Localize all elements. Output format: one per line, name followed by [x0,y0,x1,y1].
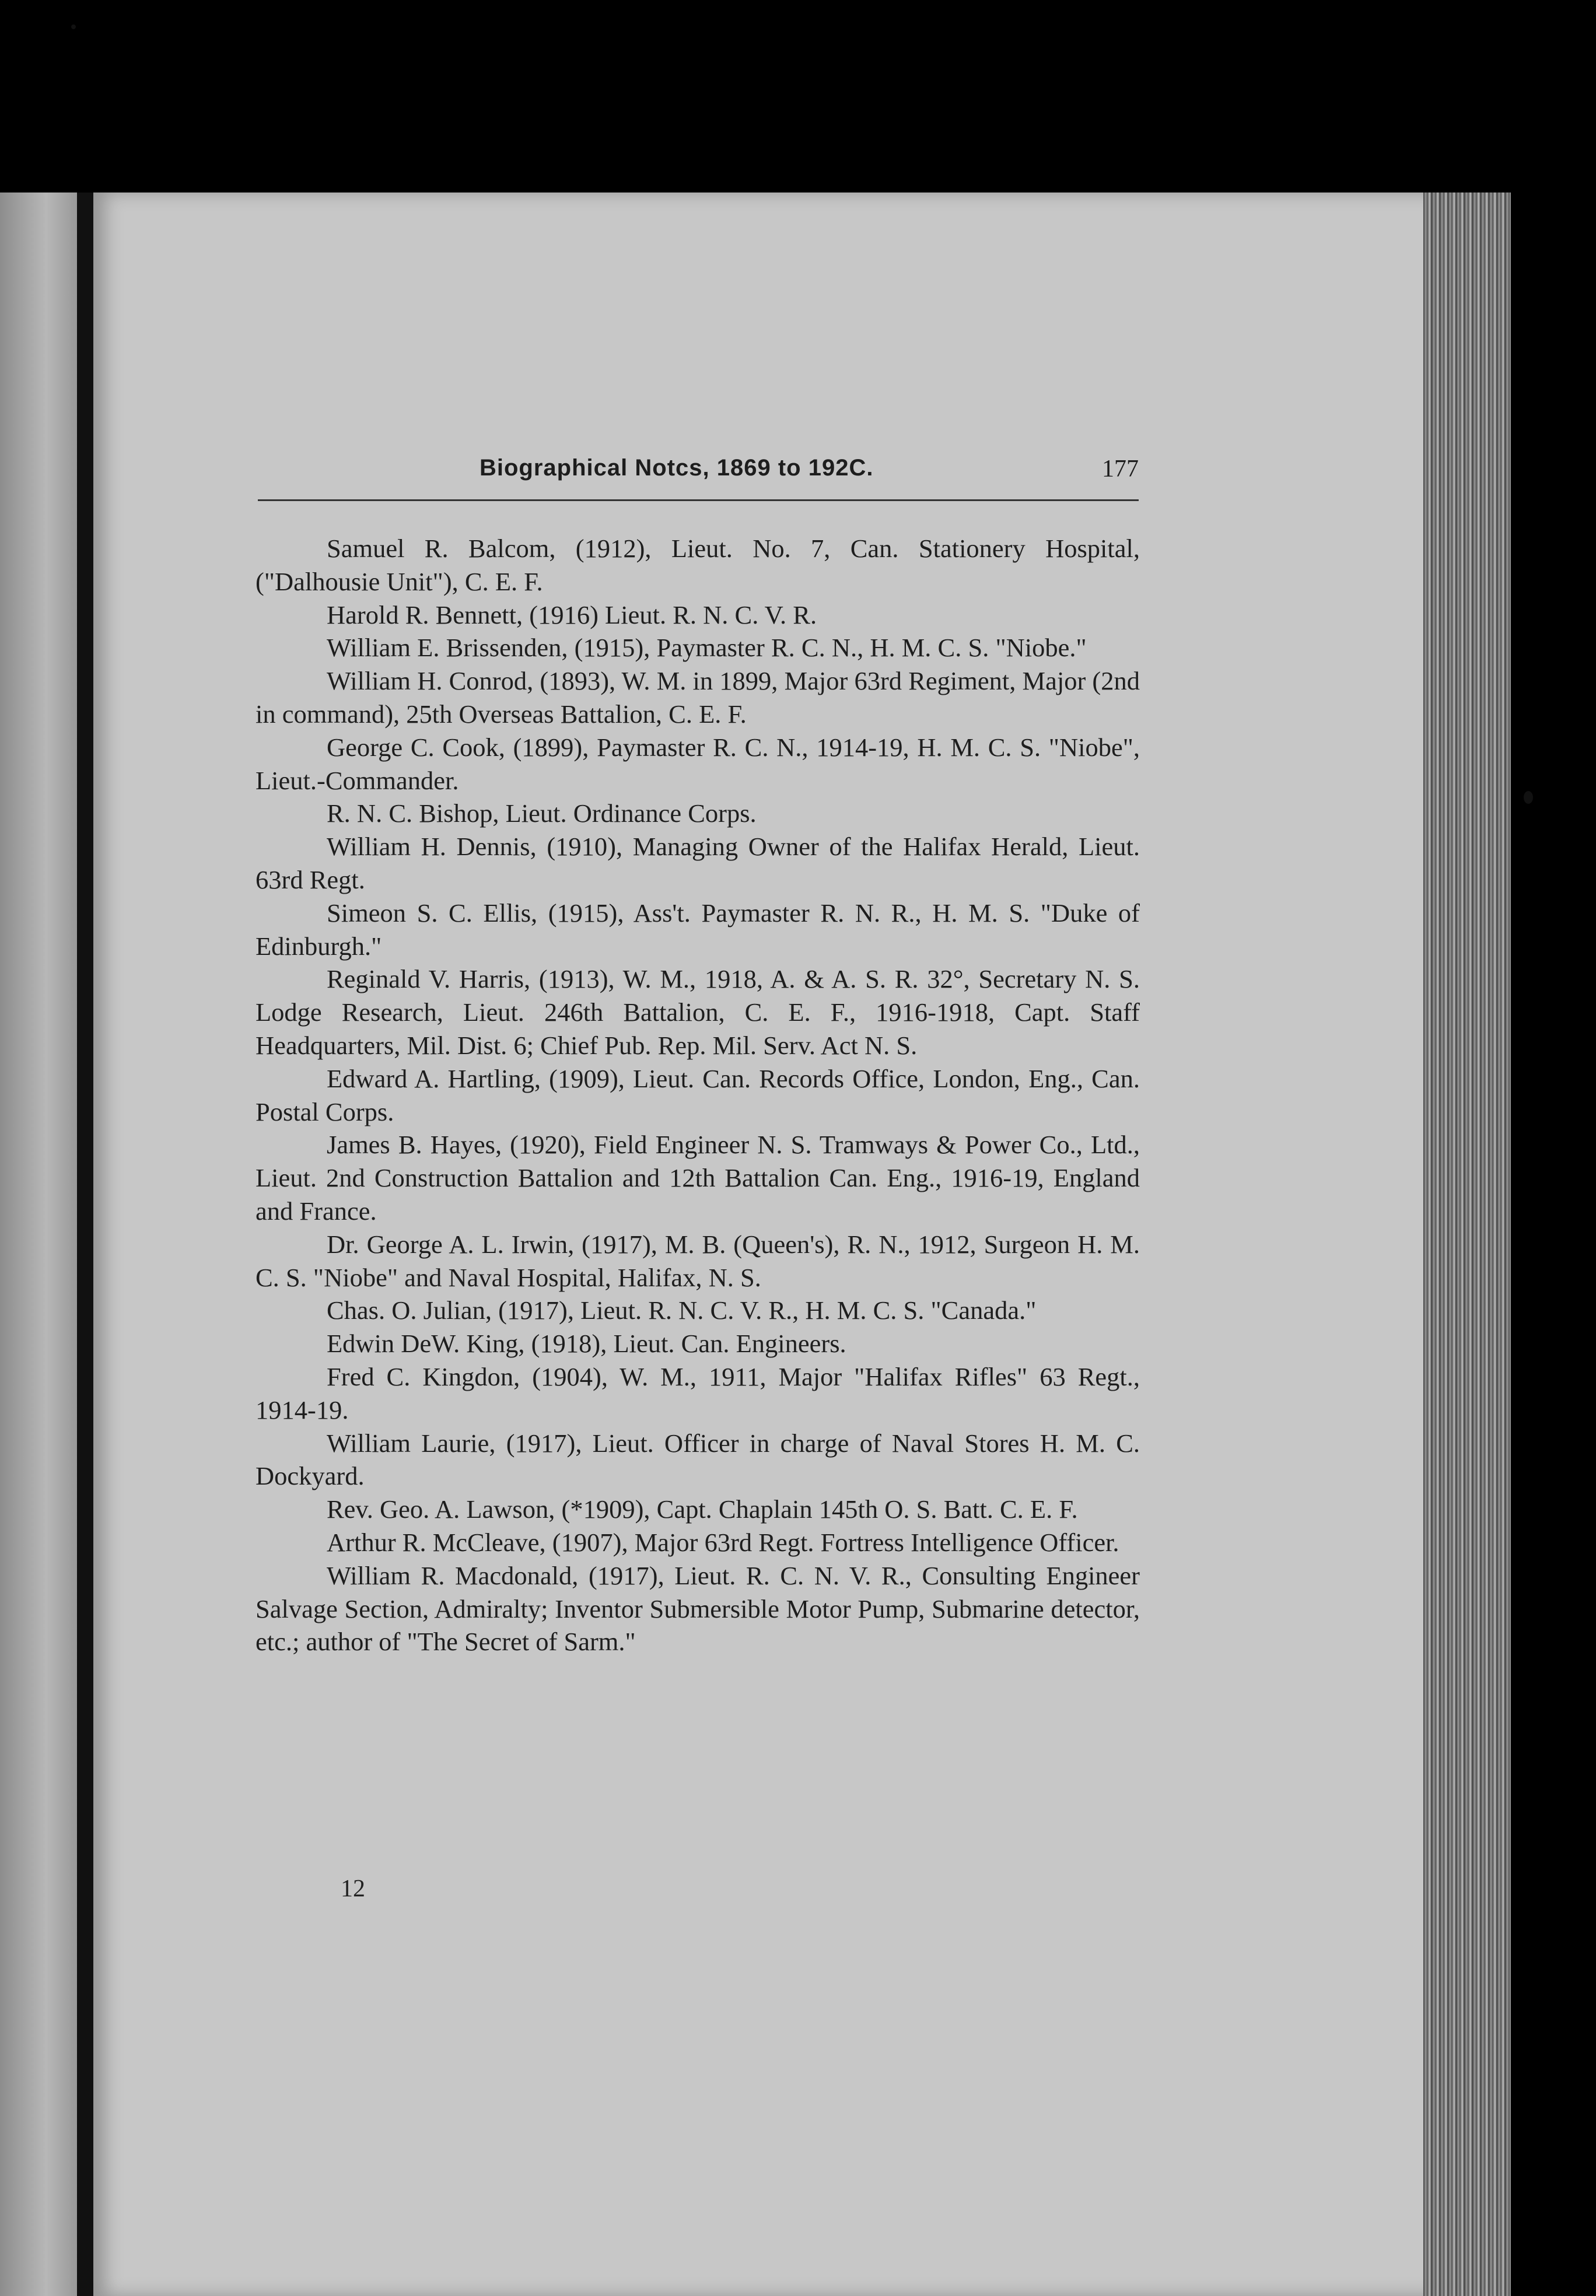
entry-paragraph: William H. Dennis, (1910), Managing Owner of the Halifax Herald, Lieut. 63rd Regt. [256,832,1140,894]
entry-paragraph: Simeon S. C. Ellis, (1915), Ass't. Paymaster R. N. R., H. M. S. "Duke of Edinburgh." [256,898,1140,961]
entry-paragraph: Edwin DeW. King, (1918), Lieut. Can. Engineers. [327,1329,846,1359]
header-rule [258,499,1139,501]
entry-paragraph: Rev. Geo. A. Lawson, (*1909), Capt. Chaplain 145th O. S. Batt. C. E. F. [327,1494,1078,1524]
entry-paragraph: Edward A. Hartling, (1909), Lieut. Can. Records Office, London, Eng., Can. Postal Corps. [256,1063,1140,1126]
entry-paragraph: James B. Hayes, (1920), Field Engineer N. S. Tramways & Power Co., Ltd., Lieut. 2nd Construction Battalion and 12th Battalion Can. Eng., 1916-19, England and France. [256,1130,1140,1226]
entry-paragraph: Dr. George A. L. Irwin, (1917), M. B. (Queen's), R. N., 1912, Surgeon H. M. C. S. "Niobe" and Naval Hospital, Halifax, N. S. [256,1229,1140,1292]
entry-paragraph: Samuel R. Balcom, (1912), Lieut. No. 7, Can. Stationery Hospital, ("Dalhousie Unit"), C. E. F. [256,534,1140,596]
right-margin-dark [1511,192,1596,2296]
entry-paragraph: William E. Brissenden, (1915), Paymaster R. C. N., H. M. C. S. "Niobe." [327,633,1087,663]
entry-paragraph: Harold R. Bennett, (1916) Lieut. R. N. C. V. R. [327,600,817,629]
entry-paragraph: Fred C. Kingdon, (1904), W. M., 1911, Major "Halifax Rifles" 63 Regt., 1914-19. [256,1362,1140,1424]
entry-paragraph: William H. Conrod, (1893), W. M. in 1899, Major 63rd Regiment, Major (2nd in command), 25th Overseas Battalion, C. E. F. [256,666,1140,729]
running-title: Biographical Notcs, 1869 to 192C. [480,455,874,481]
entry-paragraph: George C. Cook, (1899), Paymaster R. C. N., 1914-19, H. M. C. S. "Niobe", Lieut.-Commander. [256,732,1140,795]
running-header [258,449,1139,494]
film-speck [1524,791,1533,804]
biographical-entries [256,532,1140,1658]
entry-paragraph: Chas. O. Julian, (1917), Lieut. R. N. C. V. R., H. M. C. S. "Canada." [327,1296,1037,1325]
book-gutter [77,192,93,2296]
page-number: 177 [1102,456,1139,482]
film-speck [71,24,76,29]
signature-mark: 12 [341,1875,365,1902]
entry-paragraph: R. N. C. Bishop, Lieut. Ordinance Corps. [327,799,757,828]
facing-page-edge [0,192,77,2296]
entry-paragraph: Arthur R. McCleave, (1907), Major 63rd Regt. Fortress Intelligence Officer. [327,1527,1119,1557]
entry-paragraph: William R. Macdonald, (1917), Lieut. R. C. N. V. R., Consulting Engineer Salvage Section, Admiralty; Inventor Submersible Motor Pump, Submarine detector, etc.; author of "The Secret of Sarm." [256,1560,1140,1657]
entry-paragraph: Reginald V. Harris, (1913), W. M., 1918, A. & A. S. R. 32°, Secretary N. S. Lodge Research, Lieut. 246th Battalion, C. E. F., 1916-1918, Capt. Staff Headquarters, Mil. Dist. 6; Chief Pub. Rep. Mil. Serv. Act N. S. [256,964,1140,1060]
page-stack-edges [1423,192,1511,2296]
entry-paragraph: William Laurie, (1917), Lieut. Officer in charge of Naval Stores H. M. C. Dockyard. [256,1428,1140,1491]
